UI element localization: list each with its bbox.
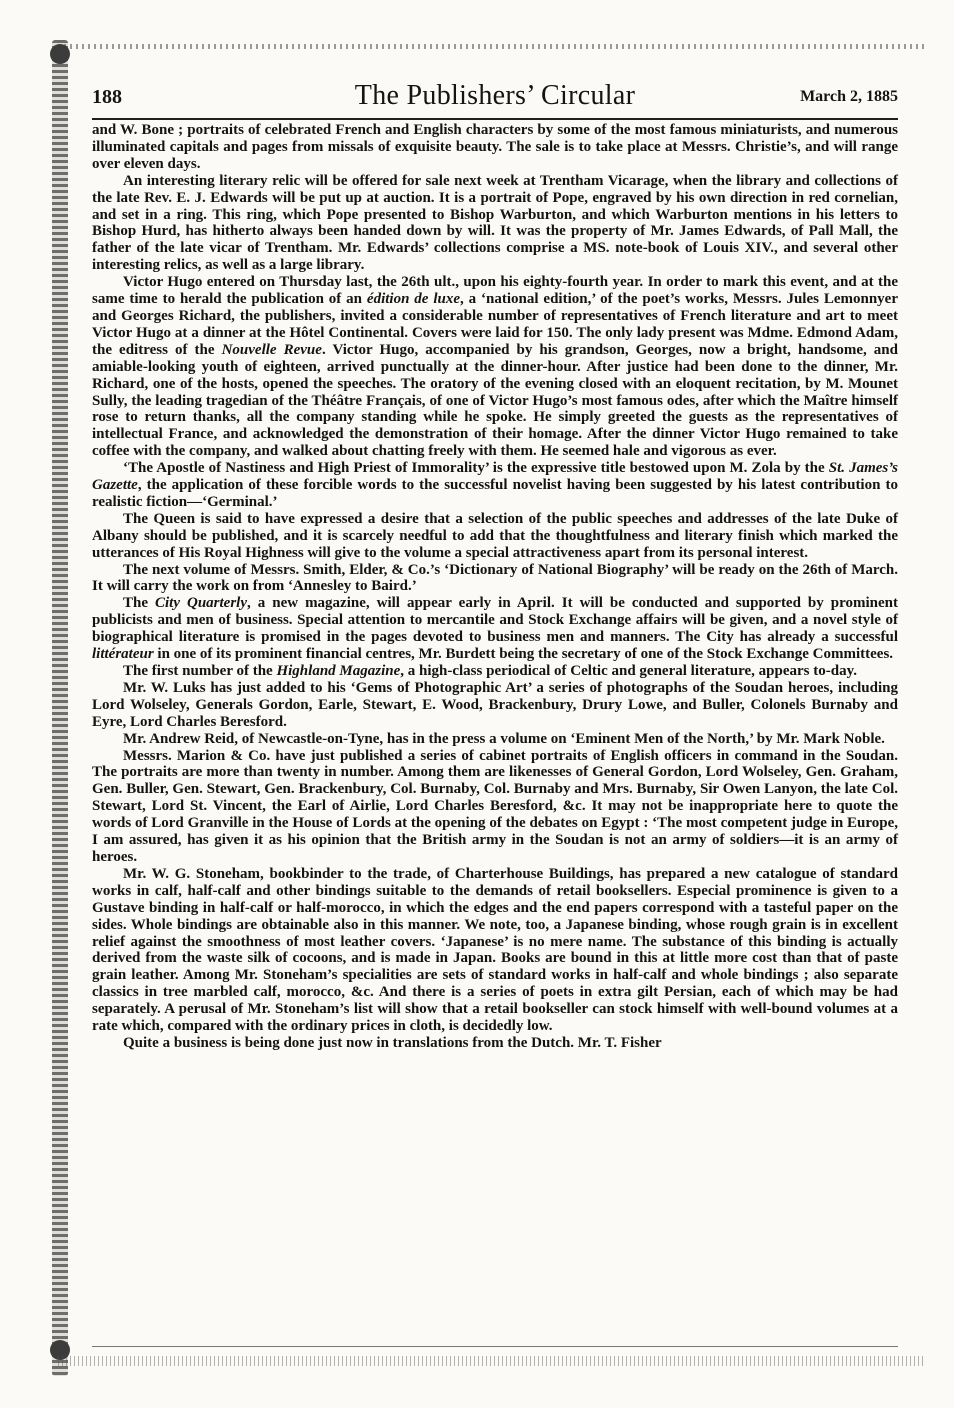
footer-rule: [92, 1346, 898, 1347]
italic-phrase: édition de luxe: [366, 291, 461, 308]
page-edge-bottom: [58, 1356, 926, 1366]
paragraph: The next volume of Messrs. Smith, Elder, & Co.’s ‘Dictionary of National Biography’ will be ready on the 26th of March. It will carry the work on from ‘Annesley to Baird.’: [92, 561, 898, 595]
paragraph: Mr. Andrew Reid, of Newcastle-on-Tyne, has in the press a volume on ‘Eminent Men of the North,’ by Mr. Mark Noble.: [123, 730, 885, 747]
paragraph: Mr. W. Luks has just added to his ‘Gems of Photographic Art’ a series of photographs of the Soudan heroes, including Lord Wolseley, Generals Gordon, Earle, Stewart, E. Wood, Brackenbury, Drury Lowe, and Buller, Colonels Burnaby and Eyre, Lord Charles Beresford.: [92, 679, 898, 730]
italic-phrase: Highland Magazine: [276, 663, 401, 679]
italic-phrase: City Quarterly: [155, 595, 247, 612]
paragraph: and W. Bone ; portraits of celebrated French and English characters by some of the most famous miniaturists, and numerous illuminated capitals and pages from missals of exquisite beauty. The sale is to take place at Messrs. Christie’s, and will range over eleven days.: [92, 122, 898, 172]
paragraph: The Queen is said to have expressed a desire that a selection of the public speeches and addresses of the late Duke of Albany should be published, and it is scarcely needful to add that the thoughtfulness and literary finish which marked the utterances of His Royal Highness will give to the volume a special attractiveness apart from its personal interest.: [92, 510, 898, 561]
italic-phrase: littérateur: [92, 646, 154, 663]
journal-title: The Publishers’ Circular: [354, 80, 636, 111]
italic-phrase: Nouvelle Revue: [221, 341, 322, 358]
paragraph: Quite a business is being done just now in translations from the Dutch. Mr. T. Fisher: [123, 1034, 662, 1051]
article-body: [92, 122, 898, 1052]
paragraph: Victor Hugo entered on Thursday last, the 26th ult., upon his eighty-fourth year. In order to mark this event, and at the same time to herald the publication of an édition de luxe, a ‘national edition,’ of the poet’s works, Messrs. Jules Lemonnyer and Georges Richard, the publishers, invited a considerable number of representatives of French literature and art to meet Victor Hugo at a dinner at the Hôtel Continental. Covers were laid for 150. The only lady present was Mdme. Edmond Adam, the editress of the Nouvelle Revue. Victor Hugo, accompanied by his grandson, Georges, now a bright, handsome, and amiable-looking youth of eighteen, arrived punctually at the dinner-hour. After justice had been done to the dinner, Mr. Richard, one of the hosts, opened the speeches. The oratory of the evening closed with an eloquent recitation, by M. Mounet Sully, the leading tragedian of the Théâtre Français, of one of Victor Hugo’s most famous odes, after which the Maître himself rose to return thanks, all the company standing while he spoke. He simply greeted the guests as the representatives of intellectual France, and acknowledged the demonstration of their homage. After the dinner Victor Hugo remained to take coffee with the company, and walked about chatting freely with them. He seemed hale and vigorous as ever.: [92, 274, 899, 460]
running-header: [92, 80, 898, 114]
paragraph: An interesting literary relic will be offered for sale next week at Trentham Vicarage, when the library and collections of the late Rev. E. J. Edwards will be put up at auction. It is a portrait of Pope, engraved by his own direction in red cornelian, and set in a ring. This ring, which Pope presented to Bishop Warburton, and which Warburton mentions in his letters to Bishop Hurd, has hitherto always been handed down by will. It was the property of Mr. James Edwards, of Pall Mall, the father of the late vicar of Trentham. Mr. Edwards’ collections comprise a MS. note-book of Louis XIV., and several other interesting relics, as well as a large library.: [92, 172, 898, 274]
page-edge-top: [58, 44, 926, 49]
binding-strip: [52, 40, 68, 1376]
paragraph: The first number of the Highland Magazine, a high-class periodical of Celtic and general literature, appears to-day.: [123, 663, 858, 679]
header-rule: [92, 118, 898, 120]
page-number: 188: [92, 86, 122, 108]
issue-date: March 2, 1885: [800, 88, 898, 105]
paragraph: Mr. W. G. Stoneham, bookbinder to the trade, of Charterhouse Buildings, has prepared a new catalogue of standard works in calf, half-calf and other bindings suitable to the demands of retail booksellers. Especial prominence is given to a Gustave binding in half-calf or half-morocco, in which the edges and the end papers correspond with a tasteful paper on the sides. Whole bindings are obtainable also in this manner. We note, too, a Japanese binding, whose rough grain is in excellent relief against the smoothness of most leather covers. ‘Japanese’ is no mere name. The substance of this binding is actually derived from the waste silk of cocoons, and is made in Japan. Books are bound in this at little more cost than that of paste grain leather. Among Mr. Stoneham’s specialities are sets of standard works in half-calf and whole bindings ; also separate classics in tree marbled calf, morocco, &c. And there is a series of poets in extra gilt Persian, each of which may be had separately. A perusal of Mr. Stoneham’s list will show that a retail bookseller can stock himself with well-bound volumes at a rate which, compared with the ordinary prices in cloth, is decidedly low.: [92, 865, 898, 1035]
italic-phrase: St. James’s Gazette: [92, 460, 898, 494]
paragraph: Messrs. Marion & Co. have just published a series of cabinet portraits of English officers in command in the Soudan. The portraits are more than twenty in number. Among them are likenesses of General Gordon, Lord Wolseley, Gen. Graham, Gen. Buller, Gen. Stewart, Gen. Brackenbury, Col. Burnaby, Col. Burnaby and Mrs. Burnaby, Sir Owen Lanyon, the late Col. Stewart, Lord St. Vincent, the Earl of Airlie, Lord Charles Beresford, &c. It may not be inappropriate here to quote the words of Lord Granville in the House of Lords at the opening of the debates on Egypt : ‘The most competent judge in Europe, I am assured, has given it as his opinion that the British army in the Soudan is not an army of soldiers—it is an army of heroes.: [92, 747, 898, 865]
paragraph: ‘The Apostle of Nastiness and High Priest of Immorality’ is the expressive title bestowed upon M. Zola by the St. James’s Gazette, the application of these forcible words to the successful novelist having been suggested by his latest contribution to realistic fiction—‘Germinal.’: [92, 460, 898, 510]
paragraph: The City Quarterly, a new magazine, will appear early in April. It will be conducted and supported by prominent publicists and men of business. Special attention to mercantile and Stock Exchange affairs will be given, and a novel style of biographical literature is promised in the pages devoted to business men and manners. The City has already a successful littérateur in one of its prominent financial centres, Mr. Burdett being the secretary of one of the Stock Exchange Committees.: [92, 595, 898, 663]
